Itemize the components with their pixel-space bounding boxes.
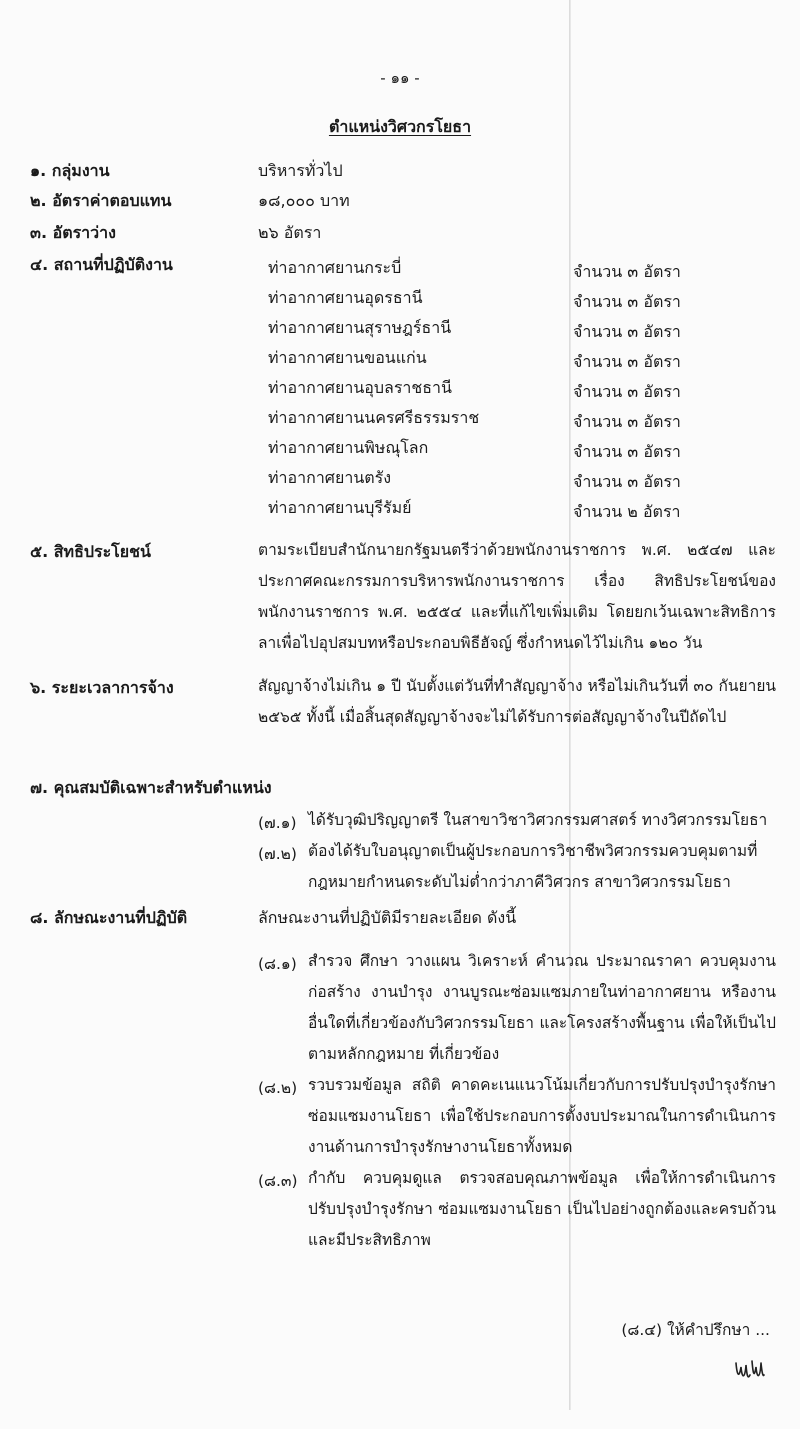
qualifications-label: ๗. คุณสมบัติเฉพาะสำหรับตำแหน่ง — [30, 778, 272, 797]
qualification-text: ต้องได้รับใบอนุญาตเป็นผู้ประกอบการวิชาชีพวิศวกรรมควบคุมตามที่กฎหมายกำหนดระดับไม่ต่ำกว่าภาคีวิศวกร สาขาวิศวกรรมโยธา — [308, 842, 758, 891]
location-name: ท่าอากาศยานตรัง — [268, 468, 392, 487]
benefits-label: ๕. สิทธิประโยชน์ — [30, 542, 151, 561]
field-value-vacancy: ๒๖ อัตรา — [258, 223, 322, 242]
duty-number: (๘.๑) — [258, 955, 297, 973]
location-name: ท่าอากาศยานนครศรีธรรมราช — [268, 408, 480, 427]
continuation-text: (๘.๔) ให้คำปรึกษา ... — [621, 1321, 770, 1339]
signature-icon — [734, 1355, 766, 1385]
location-count: จำนวน ๓ อัตรา — [573, 382, 681, 401]
duties-label: ๘. ลักษณะงานที่ปฏิบัติ — [30, 908, 188, 927]
qualification-number: (๗.๑) — [258, 814, 297, 832]
location-count: จำนวน ๓ อัตรา — [573, 322, 681, 341]
page-number: - ๑๑ - — [380, 69, 420, 87]
period-text: สัญญาจ้างไม่เกิน ๑ ปี นับตั้งแต่วันที่ทำสัญญาจ้าง หรือไม่เกินวันที่ ๓๐ กันยายน ๒๕๖๕ ทั้งนี้ เมื่อสิ้นสุดสัญญาจ้างจะไม่ได้รับการต่อสัญญาจ้างในปีถัดไป — [258, 677, 776, 726]
duty-text: รวบรวมข้อมูล สถิติ คาดคะเนแนวโน้มเกี่ยวกับการปรับปรุงบำรุงรักษา ซ่อมแซมงานโยธา เพื่อใช้ประกอบการตั้งงบประมาณในการดำเนินการงานด้านการบำรุงรักษางานโยธาทั้งหมด — [308, 1076, 776, 1156]
location-name: ท่าอากาศยานพิษณุโลก — [268, 438, 429, 457]
location-count: จำนวน ๓ อัตรา — [573, 352, 681, 371]
location-count: จำนวน ๓ อัตรา — [573, 442, 681, 461]
duty-number: (๘.๒) — [258, 1079, 298, 1097]
location-name: ท่าอากาศยานอุบลราชธานี — [268, 378, 452, 397]
location-name: ท่าอากาศยานอุดรธานี — [268, 288, 423, 307]
field-value-pay: ๑๘,๐๐๐ บาท — [258, 191, 350, 210]
location-name: ท่าอากาศยานขอนแก่น — [268, 348, 427, 367]
field-label-location: ๔. สถานที่ปฏิบัติงาน — [30, 255, 173, 274]
page-title — [0, 115, 800, 140]
field-label-vacancy: ๓. อัตราว่าง — [30, 223, 116, 242]
duty-text: สำรวจ ศึกษา วางแผน วิเคราะห์ คำนวณ ประมาณราคา ควบคุมงานก่อสร้าง งานบำรุง งานบูรณะซ่อมแซมภายในท่าอากาศยาน หรืองานอื่นใดที่เกี่ยวข้องกับวิศวกรรมโยธา และโครงสร้างพื้นฐาน เพื่อให้เป็นไปตามหลักกฎหมาย ที่เกี่ยวข้อง — [308, 952, 776, 1063]
qualification-number: (๗.๒) — [258, 845, 297, 863]
duty-text: กำกับ ควบคุมดูแล ตรวจสอบคุณภาพข้อมูล เพื่อให้การดำเนินการปรับปรุงบำรุงรักษา ซ่อมแซมงานโยธา เป็นไปอย่างถูกต้องและครบถ้วน และมีประสิทธิภาพ — [308, 1169, 776, 1249]
benefits-text: ตามระเบียบสำนักนายกรัฐมนตรีว่าด้วยพนักงานราชการ พ.ศ. ๒๕๔๗ และประกาศคณะกรรมการบริหารพนักงานราชการ เรื่อง สิทธิประโยชน์ของพนักงานราชการ พ.ศ. ๒๕๕๔ และที่แก้ไขเพิ่มเติม โดยยกเว้นเฉพาะสิทธิการลาเพื่อไปอุปสมบทหรือประกอบพิธีฮัจญ์ ซึ่งกำหนดไว้ไม่เกิน ๑๒๐ วัน — [258, 541, 776, 652]
field-value-group: บริหารทั่วไป — [258, 161, 343, 180]
field-label-group: ๑. กลุ่มงาน — [30, 161, 110, 180]
location-count: จำนวน ๒ อัตรา — [573, 502, 681, 521]
duties-intro: ลักษณะงานที่ปฏิบัติมีรายละเอียด ดังนี้ — [258, 908, 517, 927]
location-count: จำนวน ๓ อัตรา — [573, 292, 681, 311]
location-count: จำนวน ๓ อัตรา — [573, 412, 681, 431]
duty-number: (๘.๓) — [258, 1172, 298, 1190]
location-name: ท่าอากาศยานบุรีรัมย์ — [268, 498, 412, 517]
qualification-text: ได้รับวุฒิปริญญาตรี ในสาขาวิชาวิศวกรรมศาสตร์ ทางวิศวกรรมโยธา — [308, 811, 768, 829]
location-count: จำนวน ๓ อัตรา — [573, 472, 681, 491]
location-name: ท่าอากาศยานสุราษฎร์ธานี — [268, 318, 452, 337]
location-name: ท่าอากาศยานกระบี่ — [268, 258, 402, 277]
field-label-pay: ๒. อัตราค่าตอบแทน — [30, 191, 172, 210]
period-label: ๖. ระยะเวลาการจ้าง — [30, 678, 174, 697]
location-count: จำนวน ๓ อัตรา — [573, 262, 681, 281]
title-text: ตำแหน่งวิศวกรโยธา — [328, 117, 472, 136]
